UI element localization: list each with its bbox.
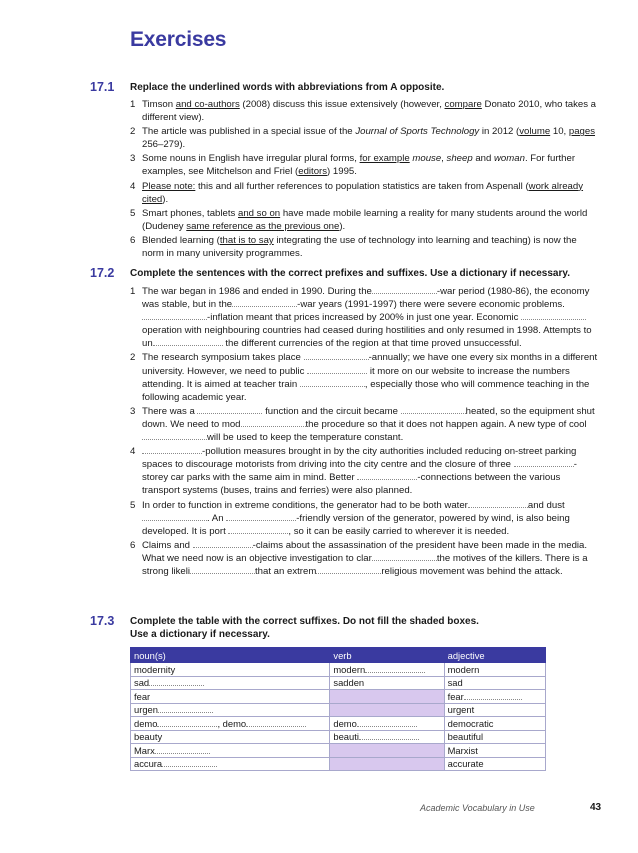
- shaded-cell: [330, 744, 444, 758]
- verb-cell[interactable]: beauti: [330, 730, 444, 744]
- noun-cell[interactable]: urgen: [131, 703, 330, 717]
- exercise-number: 17.1: [90, 80, 115, 94]
- table-row: [131, 690, 546, 704]
- list-item: 2 The research symposium takes place -annually; we have one every six months in a different university. However, we need to public it more on our website to increase the numbers attending. It is aimed at teacher train , especially those who will commence teaching in the following academic year.: [130, 352, 598, 403]
- table-body: [131, 663, 546, 771]
- blank-field[interactable]: [401, 405, 466, 414]
- noun-cell[interactable]: Marx: [131, 744, 330, 758]
- blank-field[interactable]: [316, 565, 381, 574]
- blank-field[interactable]: [372, 285, 437, 294]
- blank-field[interactable]: [304, 351, 369, 360]
- blank-field[interactable]: [190, 565, 255, 574]
- list-item: 5 In order to function in extreme conditions, the generator had to be both water and dust. An -friendly version of the generator, powered by wind, is also being developed. It is port , so it can be easily carried to wherever it is needed.: [130, 499, 570, 537]
- exercise-17-1-list: [130, 98, 598, 261]
- exercise-17-2-list: [130, 285, 598, 579]
- list-item: 2 The article was published in a special issue of the Journal of Sports Technology in 2012 (volume 10, pages 256–279).: [130, 126, 595, 151]
- adjective-cell: sad: [444, 676, 545, 690]
- column-header-adjective: adjective: [444, 648, 545, 663]
- page-number: 43: [590, 802, 602, 813]
- list-item: 4 Please note: this and all further references to population statistics are taken from Aspenall (work already cited).: [130, 180, 584, 205]
- table-row: [131, 744, 546, 758]
- list-item: 4 -pollution measures brought in by the city authorities included reducing on-street parking spaces to discourage motorists from driving into the city centre and the closure of three -storey car parks with the same aim in mind. Better -connections between the various transport systems (buses, trains and ferries) were also planned.: [130, 446, 577, 497]
- verb-cell: sadden: [330, 676, 444, 690]
- noun-cell: modernity: [131, 663, 330, 677]
- adjective-cell: urgent: [444, 703, 545, 717]
- blank-field[interactable]: [372, 552, 437, 561]
- blank-field[interactable]: [155, 745, 210, 754]
- adjective-cell: accurate: [444, 757, 545, 771]
- noun-cell: fear: [131, 690, 330, 704]
- adjective-cell: democratic: [444, 717, 545, 731]
- list-item: 3 Some nouns in English have irregular plural forms, for example mouse, sheep and woman. For further examples, see Mitchelson and Friel (editors) 1995.: [130, 153, 576, 178]
- blank-field[interactable]: [246, 718, 306, 727]
- verb-cell[interactable]: modern: [330, 663, 444, 677]
- blank-field[interactable]: [307, 365, 367, 374]
- adjective-cell: beautiful: [444, 730, 545, 744]
- list-item: 5 Smart phones, tablets and so on have made mobile learning a reality for many students around the world (Dudeney same reference as the previous one).: [130, 207, 588, 232]
- blank-field[interactable]: [464, 691, 522, 700]
- blank-field[interactable]: [365, 664, 425, 673]
- table-row: [131, 730, 546, 744]
- exercise-instruction: Complete the table with the correct suffixes. Do not fill the shaded boxes. Use a dictionary if necessary.: [130, 616, 479, 640]
- table-row: [131, 717, 546, 731]
- blank-field[interactable]: [228, 525, 288, 534]
- blank-field[interactable]: [142, 311, 207, 320]
- blank-field[interactable]: [157, 718, 217, 727]
- exercise-instruction: Complete the sentences with the correct prefixes and suffixes. Use a dictionary if necessary.: [130, 268, 570, 279]
- blank-field[interactable]: [232, 298, 297, 307]
- table-row: [131, 757, 546, 771]
- exercise-instruction: Replace the underlined words with abbreviations from A opposite.: [130, 82, 445, 93]
- blank-field[interactable]: [153, 337, 223, 346]
- noun-cell[interactable]: sad: [131, 676, 330, 690]
- adjective-cell: Marxist: [444, 744, 545, 758]
- list-item: 1 Timson and co-authors (2008) discuss this issue extensively (however, compare Donato 2010, who takes a different view).: [130, 99, 596, 124]
- blank-field[interactable]: [162, 758, 217, 767]
- blank-field[interactable]: [514, 458, 574, 467]
- exercise-number: 17.3: [90, 614, 115, 628]
- page-title: Exercises: [130, 28, 227, 51]
- blank-field[interactable]: [158, 704, 213, 713]
- blank-field[interactable]: [357, 718, 417, 727]
- noun-cell[interactable]: accura: [131, 757, 330, 771]
- blank-field[interactable]: [359, 731, 419, 740]
- list-item: 6 Blended learning (that is to say integrating the use of technology into learning and teaching) is now the norm in many university programmes.: [130, 234, 577, 260]
- table-header-row: [131, 648, 546, 663]
- blank-field[interactable]: [226, 512, 296, 521]
- exercise-number: 17.2: [90, 266, 115, 280]
- list-item: 1 The war began in 1986 and ended in 1990. During the -war period (1980-86), the economy was stable, but in the -war years (1991-1997) there were severe economic problems.-inflation meant that prices increased by 200% in just one year. Economic operation with neighbouring countries had ceased during hostilities and only resumed in 1998. Attempts to un the different currencies of the region at that time proved unsuccessful.: [130, 286, 592, 350]
- blank-field[interactable]: [241, 418, 306, 427]
- shaded-cell: [330, 757, 444, 771]
- shaded-cell: [330, 690, 444, 704]
- adjective-cell: modern: [444, 663, 545, 677]
- list-item: 6 Claims and -claims about the assassination of the president have been made in the media. What we need now is an objective investigation to clar the motives of the killers. There is a strong likeli that an extrem religious movement was behind the attack.: [130, 539, 588, 577]
- blank-field[interactable]: [521, 311, 586, 320]
- table-row: [131, 676, 546, 690]
- verb-cell[interactable]: demo: [330, 717, 444, 731]
- column-header-verb: verb: [330, 648, 444, 663]
- table-row: [131, 663, 546, 677]
- blank-field[interactable]: [197, 405, 262, 414]
- blank-field[interactable]: [468, 499, 528, 508]
- vocabulary-table: [130, 647, 546, 771]
- table-row: [131, 703, 546, 717]
- blank-field[interactable]: [149, 677, 204, 686]
- noun-cell[interactable]: demo , demo: [131, 717, 330, 731]
- blank-field[interactable]: [357, 471, 417, 480]
- blank-field[interactable]: [300, 378, 365, 387]
- blank-field[interactable]: [193, 539, 253, 548]
- blank-field[interactable]: [142, 512, 207, 521]
- list-item: 3 There was a function and the circuit became heated, so the equipment shut down. We need to mod the procedure so that it does not happen again. A new type of cool will be used to keep the temperature constant.: [130, 405, 595, 444]
- shaded-cell: [330, 703, 444, 717]
- adjective-cell[interactable]: fear: [444, 690, 545, 704]
- column-header-nouns: noun(s): [131, 648, 330, 663]
- blank-field[interactable]: [142, 431, 207, 440]
- blank-field[interactable]: [142, 445, 202, 454]
- book-title: Academic Vocabulary in Use: [420, 803, 535, 813]
- noun-cell: beauty: [131, 730, 330, 744]
